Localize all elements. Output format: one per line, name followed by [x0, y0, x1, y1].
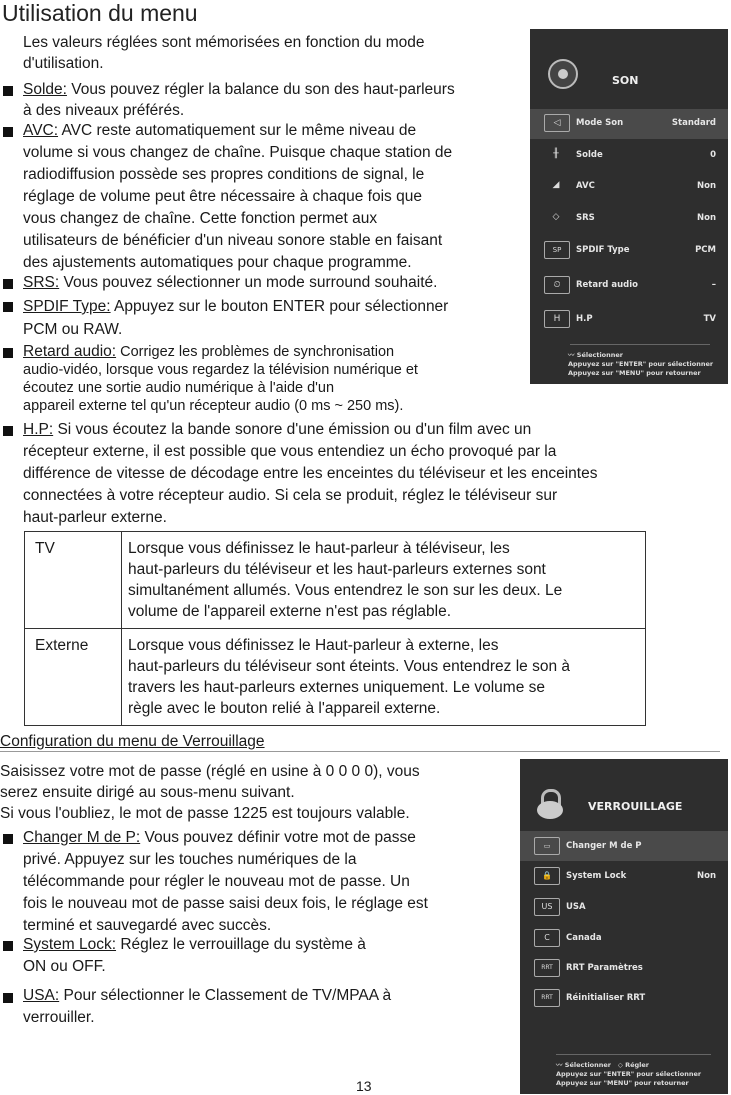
menu-item-label: USA	[566, 902, 586, 912]
table-line: Lorsque vous définissez le Haut-parleur à externe, les	[128, 637, 499, 654]
bullet-icon	[3, 426, 13, 436]
system-lock-text: Réglez le verrouillage du système à	[120, 936, 366, 953]
solde-term: Solde:	[23, 81, 67, 98]
solde-text: Vous pouvez régler la balance du son des haut-parleurs	[71, 81, 455, 98]
table-line: simultanément allumés. Vous entendrez le son sur les deux. Le	[128, 582, 563, 599]
spdif-icon: SP	[544, 241, 570, 259]
menu-item-changer-mdp[interactable]	[520, 831, 728, 861]
volume-ramp-icon: ◢	[552, 180, 560, 190]
table-line: haut-parleurs du téléviseur et les haut-parleurs externes sont	[128, 561, 546, 578]
padlock-icon	[536, 789, 564, 819]
menu-item-label: Solde	[576, 150, 603, 160]
changer-text: Vous pouvez définir votre mot de passe	[144, 829, 416, 846]
bullet-icon	[3, 279, 13, 289]
menu-item-value: Non	[696, 871, 716, 881]
menu-item-reinitialiser-rrt[interactable]	[520, 983, 728, 1013]
speaker-icon	[548, 59, 578, 89]
retard-text: écoutez une sortie audio numérique à l'aide d'un	[23, 380, 335, 396]
hp-text: récepteur externe, il est possible que vous entendiez un écho provoqué par la	[23, 443, 557, 460]
footer-select: Sélectionner	[564, 1061, 612, 1069]
changer-item	[23, 827, 518, 937]
menu-item-label: H.P	[576, 314, 593, 324]
menu-item-value: –	[711, 280, 716, 290]
footer-adjust: Régler	[625, 1061, 649, 1069]
menu-item-retard-audio[interactable]	[530, 271, 728, 301]
menu-header: SON	[612, 74, 639, 87]
menu-item-system-lock[interactable]	[520, 861, 728, 891]
lock-intro	[0, 761, 510, 824]
intro-line: d'utilisation.	[23, 55, 104, 72]
bullet-icon	[3, 302, 13, 312]
srs-term: SRS:	[23, 274, 60, 291]
menu-item-mode-son[interactable]	[530, 109, 728, 139]
retard-item	[23, 343, 533, 415]
canada-icon: C	[534, 929, 560, 947]
bullet-icon	[3, 127, 13, 137]
footer-menu: Appuyez sur "MENU" pour retourner	[568, 369, 701, 377]
hp-text: haut-parleur externe.	[23, 509, 167, 526]
menu-item-value: Non	[696, 213, 716, 223]
changer-text: privé. Appuyez sur les touches numériques de la	[23, 851, 357, 868]
system-lock-item	[23, 934, 518, 978]
balance-icon: ╫	[553, 149, 559, 159]
system-lock-text: ON ou OFF.	[23, 958, 106, 975]
menu-divider	[556, 1054, 711, 1055]
table-desc	[122, 532, 646, 629]
usa-text: Pour sélectionner le Classement de TV/MPAA à	[63, 987, 392, 1004]
audio-delay-icon: ⏲	[544, 276, 570, 294]
menu-item-label: SRS	[576, 213, 595, 223]
table-row	[25, 532, 646, 629]
lock-menu	[520, 759, 728, 1094]
solde-text: à des niveaux préférés.	[23, 102, 185, 119]
adjust-icon: ◇	[617, 1061, 626, 1069]
table-key: TV	[25, 532, 122, 629]
menu-item-label: RRT Paramètres	[566, 963, 643, 973]
menu-item-label: Mode Son	[576, 118, 624, 128]
menu-item-label: System Lock	[566, 871, 627, 881]
usa-text: verrouiller.	[23, 1009, 95, 1026]
footer-select: Sélectionner	[576, 351, 624, 359]
bullet-icon	[3, 86, 13, 96]
table-line: Lorsque vous définissez le haut-parleur à téléviseur, les	[128, 540, 510, 557]
navigate-icon: 〰	[556, 1061, 565, 1069]
intro	[23, 32, 425, 74]
hp-text: différence de vitesse de décodage entre les enceintes du téléviseur et les enceintes	[23, 465, 598, 482]
hp-term: H.P:	[23, 421, 54, 438]
spdif-item	[23, 295, 528, 341]
page-number: 13	[356, 1078, 372, 1094]
avc-text: réglage de volume peut être nécessaire à chaque fois que	[23, 188, 422, 205]
changer-text: terminé et sauvegardé avec succès.	[23, 917, 272, 934]
changer-text: fois le nouveau mot de passe saisi deux fois, le réglage est	[23, 895, 428, 912]
intro-line: Les valeurs réglées sont mémorisées en fonction du mode	[23, 34, 425, 51]
avc-text: utilisateurs de bénéficier d'un niveau sonore stable en faisant	[23, 232, 443, 249]
changer-text: télécommande pour régler le nouveau mot de passe. Un	[23, 873, 410, 890]
avc-text: AVC reste automatiquement sur le même niveau de	[61, 122, 417, 139]
menu-item-value: Standard	[671, 118, 716, 128]
avc-text: vous changez de chaîne. Cette fonction permet aux	[23, 210, 378, 227]
menu-item-label: SPDIF Type	[576, 245, 630, 255]
retard-term: Retard audio:	[23, 343, 117, 360]
menu-item-spdif[interactable]	[530, 236, 728, 266]
footer-enter: Appuyez sur "ENTER" pour sélectionner	[568, 360, 714, 368]
menu-item-usa[interactable]	[520, 892, 728, 922]
bullet-icon	[3, 348, 13, 358]
menu-footer	[556, 1061, 701, 1088]
usa-icon: US	[534, 898, 560, 916]
menu-item-value: Non	[696, 181, 716, 191]
menu-footer	[568, 351, 713, 378]
table-row	[25, 629, 646, 726]
menu-item-value: 0	[710, 150, 716, 160]
rrt-reset-icon: RRT	[534, 989, 560, 1007]
table-line: règle avec le bouton relié à l'appareil externe.	[128, 700, 441, 717]
menu-header: VERROUILLAGE	[588, 800, 683, 813]
spdif-text: PCM ou RAW.	[23, 321, 123, 338]
menu-divider	[570, 344, 710, 345]
menu-item-canada[interactable]	[520, 923, 728, 953]
usa-item	[23, 985, 518, 1029]
divider	[0, 751, 720, 752]
spdif-term: SPDIF Type:	[23, 298, 111, 315]
srs-text: Vous pouvez sélectionner un mode surround souhaité.	[63, 274, 438, 291]
menu-item-value: TV	[703, 314, 716, 324]
footer-enter: Appuyez sur "ENTER" pour sélectionner	[556, 1070, 702, 1078]
table-key: Externe	[25, 629, 122, 726]
table-desc	[122, 629, 646, 726]
bullet-icon	[3, 941, 13, 951]
usa-term: USA:	[23, 987, 60, 1004]
hp-table	[24, 531, 646, 726]
avc-term: AVC:	[23, 122, 59, 139]
table-line: travers les haut-parleurs externes uniquement. Le volume se	[128, 679, 545, 696]
footer-menu: Appuyez sur "MENU" pour retourner	[556, 1079, 689, 1087]
avc-text: des ajustements automatiques pour chaque programme.	[23, 254, 412, 271]
son-menu	[530, 29, 728, 384]
password-icon: ▭	[534, 837, 560, 855]
lock-intro-line: serez ensuite dirigé au sous-menu suivant.	[0, 784, 295, 801]
menu-item-label: Changer M de P	[566, 841, 642, 851]
avc-text: radiodiffusion possède ses propres conditions de signal, le	[23, 166, 425, 183]
menu-item-solde[interactable]	[530, 141, 728, 171]
retard-text: Corrigez les problèmes de synchronisation	[120, 344, 395, 360]
menu-item-value: PCM	[695, 245, 716, 255]
surround-icon: ◇	[552, 212, 560, 222]
lock-intro-line: Si vous l'oubliez, le mot de passe 1225 est toujours valable.	[0, 805, 410, 822]
sound-mode-icon: ◁	[544, 114, 570, 132]
solde-item	[23, 79, 528, 121]
retard-text: appareil externe tel qu'un récepteur audio (0 ms ~ 250 ms).	[23, 398, 404, 414]
menu-item-avc[interactable]	[530, 172, 728, 202]
table-line: haut-parleurs du téléviseur sont éteints. Vous entendrez le son à	[128, 658, 571, 675]
speaker-box-icon: H	[544, 310, 570, 328]
rrt-icon: RRT	[534, 959, 560, 977]
hp-text: Si vous écoutez la bande sonore d'une émission ou d'un film avec un	[57, 421, 532, 438]
table-line: volume de l'appareil externe n'est pas réglable.	[128, 603, 452, 620]
changer-term: Changer M de P:	[23, 829, 141, 846]
hp-text: connectées à votre récepteur audio. Si cela se produit, réglez le téléviseur sur	[23, 487, 558, 504]
bullet-icon	[3, 993, 13, 1003]
retard-text: audio-vidéo, lorsque vous regardez la télévision numérique et	[23, 362, 418, 378]
avc-text: volume si vous changez de chaîne. Puisque chaque station de	[23, 144, 453, 161]
lock-icon: 🔒	[534, 867, 560, 885]
page-title: Utilisation du menu	[2, 0, 198, 26]
menu-item-srs[interactable]	[530, 204, 728, 234]
menu-item-label: Canada	[566, 933, 602, 943]
section-heading: Configuration du menu de Verrouillage	[0, 733, 265, 750]
srs-item	[23, 272, 528, 293]
menu-item-rrt-parametres[interactable]	[520, 953, 728, 983]
hp-item	[23, 419, 723, 529]
lock-intro-line: Saisissez votre mot de passe (réglé en usine à 0 0 0 0), vous	[0, 763, 420, 780]
menu-item-hp[interactable]	[530, 305, 728, 335]
bullet-icon	[3, 834, 13, 844]
avc-item	[23, 120, 528, 274]
navigate-icon: 〰	[568, 351, 577, 359]
menu-item-label: Retard audio	[576, 280, 638, 290]
menu-item-label: Réinitialiser RRT	[566, 993, 646, 1003]
spdif-text: Appuyez sur le bouton ENTER pour sélectionner	[114, 298, 449, 315]
menu-item-label: AVC	[576, 181, 595, 191]
system-lock-term: System Lock:	[23, 936, 117, 953]
